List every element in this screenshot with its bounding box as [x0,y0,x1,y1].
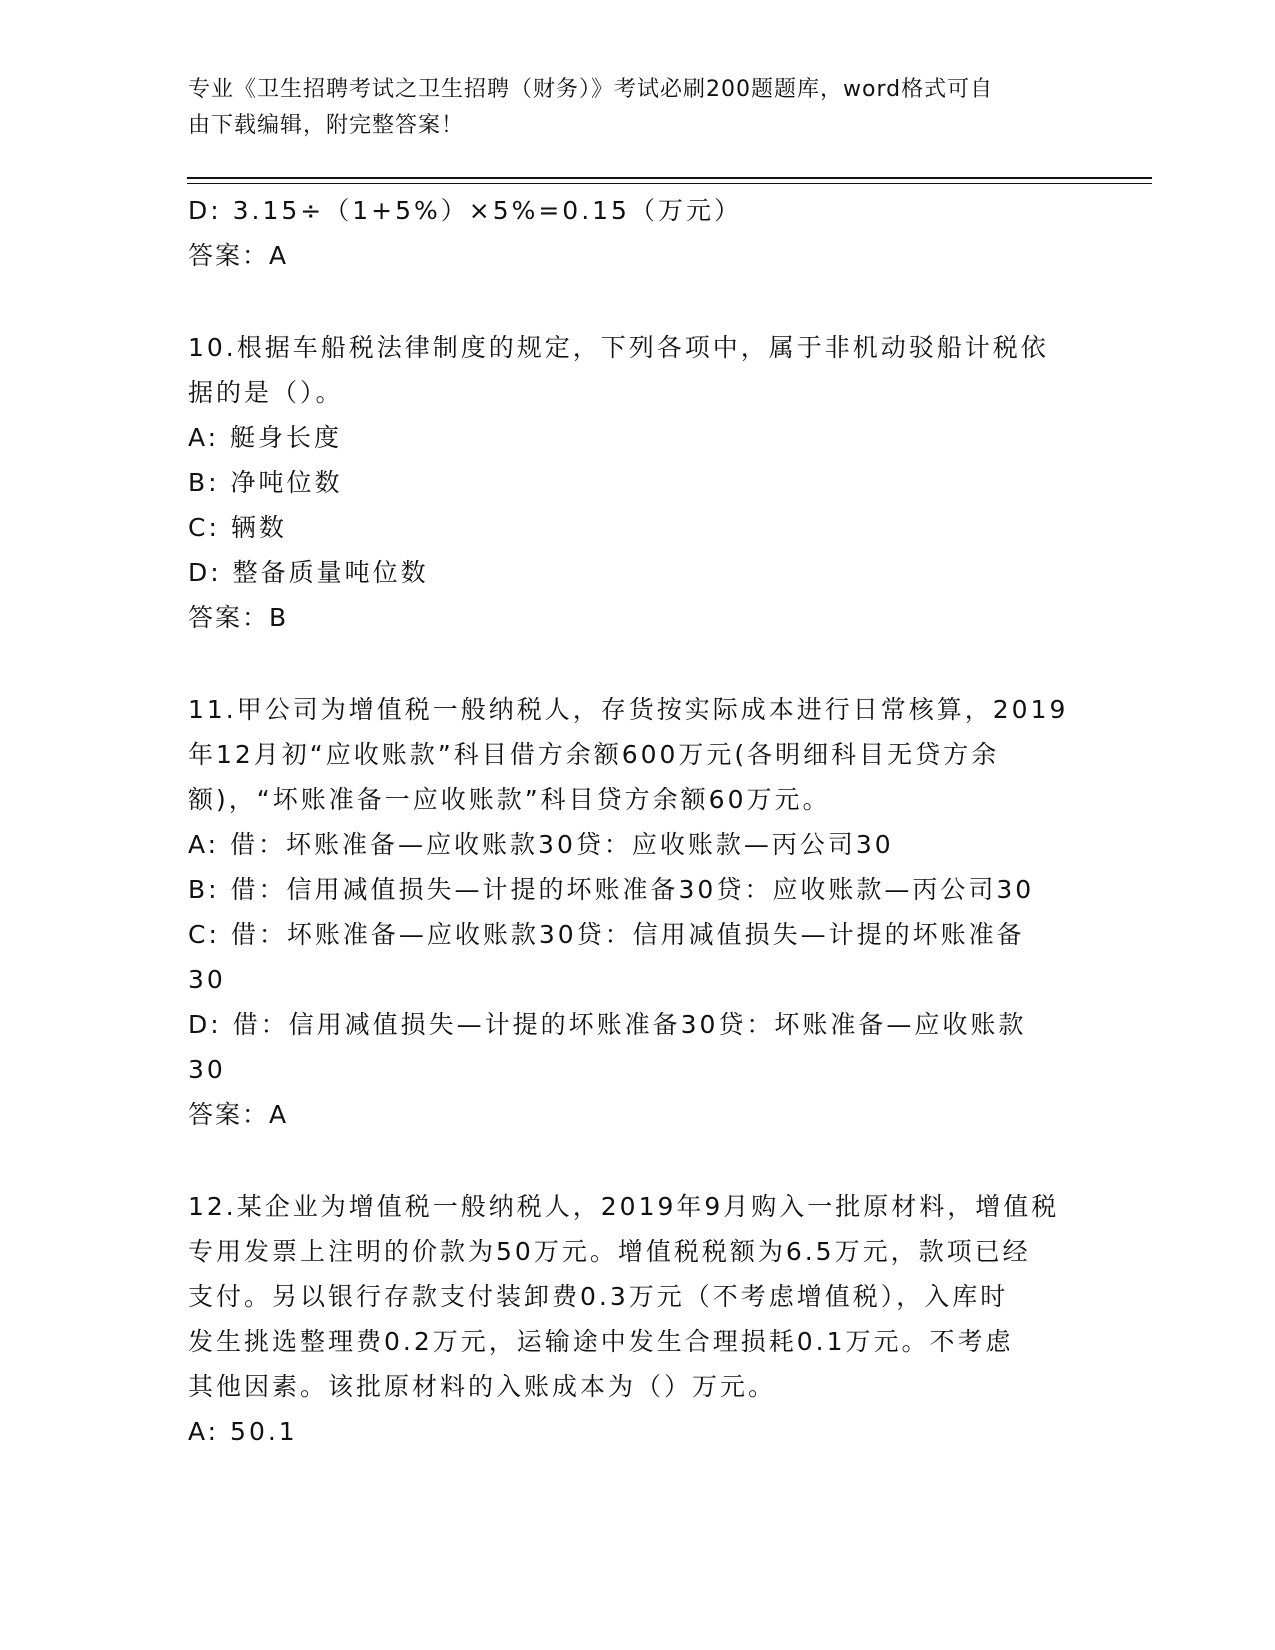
option-a: A: 借：坏账准备—应收账款30贷：应收账款—丙公司30 [188,830,894,859]
question-gap [188,1137,1088,1184]
question-stem-line: 10.根据车船税法律制度的规定，下列各项中，属于非机动驳船计税依 [188,333,1049,362]
header-line-1: 专业《卫生招聘考试之卫生招聘（财务）》考试必刷200题题库，word格式可自 [188,77,994,102]
page-header [188,72,1088,144]
option-d-continued: 30 [188,1055,226,1084]
question-stem-line: 支付。另以银行存款支付装卸费0.3万元（不考虑增值税），入库时 [188,1282,1009,1311]
option-d: D: 整备质量吨位数 [188,558,429,587]
option-c: C: 辆数 [188,513,287,542]
header-rule-thin [187,183,1152,184]
answer-line: 答案：A [188,1100,289,1129]
question-stem-line: 专用发票上注明的价款为50万元。增值税税额为6.5万元，款项已经 [188,1237,1031,1266]
option-d: D: 借：信用减值损失—计提的坏账准备30贷：坏账准备—应收账款 [188,1010,1027,1039]
question-stem-line: 其他因素。该批原材料的入账成本为（）万元。 [188,1372,777,1401]
question-stem-line: 据的是（）。 [188,378,344,407]
question-stem-line: 额)，“坏账准备一应收账款”科目贷方余额60万元。 [188,785,831,814]
question-12 [188,1184,1088,1454]
question-11 [188,687,1088,1137]
answer-line: 答案：A [188,241,289,270]
question-gap [188,640,1088,687]
option-c-continued: 30 [188,965,226,994]
question-content [188,188,1088,1454]
question-stem-line: 12.某企业为增值税一般纳税人，2019年9月购入一批原材料，增值税 [188,1192,1060,1221]
question-gap [188,278,1088,325]
option-c: C: 借：坏账准备—应收账款30贷：信用减值损失—计提的坏账准备 [188,920,1025,949]
option-d: D: 3.15÷（1+5%）×5%=0.15（万元） [188,196,742,225]
answer-line: 答案：B [188,603,289,632]
option-b: B: 净吨位数 [188,468,343,497]
question-stem-line: 发生挑选整理费0.2万元，运输途中发生合理损耗0.1万元。不考虑 [188,1327,1014,1356]
option-a: A: 艇身长度 [188,423,343,452]
option-a: A: 50.1 [188,1417,298,1446]
header-line-2: 由下载编辑，附完整答案！ [188,113,465,138]
header-rule-thick [187,177,1152,179]
question-stem-line: 年12月初“应收账款”科目借方余额600万元(各明细科目无贷方余 [188,740,1000,769]
option-b: B: 借：信用减值损失—计提的坏账准备30贷：应收账款—丙公司30 [188,875,1035,904]
question-stem-line: 11.甲公司为增值税一般纳税人，存货按实际成本进行日常核算，2019 [188,695,1069,724]
question-10 [188,325,1088,640]
